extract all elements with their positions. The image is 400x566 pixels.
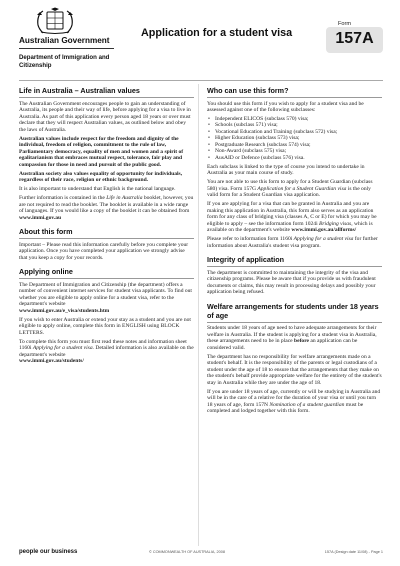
paragraph: It is also important to understand that English is the national language.	[19, 186, 176, 192]
government-name: Australian Government	[19, 36, 110, 45]
section-heading-who-can-use: Who can use this form?	[207, 86, 382, 98]
footer-brand: people our business	[19, 549, 78, 555]
paragraph-bold: Australian values include respect for the freedom and dignity of the individual, freedom of religion, commitment to the rule of law, Parliamentary democracy, equality of men and women and a spirit of egalitarianism that embraces mutual respect, tolerance, fair play and compassion for those in need and pursuit of the public good.	[19, 135, 184, 168]
paragraph: You are not able to use this form to apply for a Student Guardian (subclass 580) visa. Form 157G Application for a Student Guardian visa is the only valid form for a Student Guardian visa application.	[207, 179, 373, 198]
page-title: Application for a student visa	[141, 27, 293, 39]
list-item: • Postgraduate Research (subclass 574) visa;	[215, 142, 382, 149]
paragraph: The Department of Immigration and Citizenship (the department) offers a number of convenient internet services for student visa applicants. To find out whether you are eligible to apply online for a student visa, refer to the department's website www.immi.gov.au/e_visa/students.htm	[19, 281, 192, 314]
column-divider	[198, 84, 199, 546]
coat-of-arms-icon	[29, 7, 81, 35]
list-item: • Non-Award (subclass 575) visa;	[215, 148, 382, 155]
footer-copyright: © COMMONWEALTH OF AUSTRALIA, 2008	[149, 550, 225, 554]
form-number: 157A	[335, 30, 374, 47]
section-heading-australian-values: Life in Australia – Australian values	[19, 86, 194, 98]
paragraph-bold: Australian society also values equality of opportunity for individuals, regardless of their race, religion or ethnic background.	[19, 170, 183, 183]
paragraph: If you are applying for a visa that can be granted in Australia and you are making this application in Australia, this form also serves as an application form for any class of bridging visa (classes A, C or E) for which you may be eligible to apply – see the information form 1024i Bridging visas, which is available on the department's website www.immi.gov.au/allforms/	[207, 201, 377, 233]
paragraph: Further information is contained in the Life in Australia booklet, however, you are not required to read the booklet. The booklet is available in a wide range of languages. If you would like a copy of the booklet it can be obtained from www.immi.gov.au	[19, 195, 194, 221]
paragraph: Important – Please read this information carefully before you complete your application. Once you have completed your application we strongly advise that you keep a copy for your records.	[19, 241, 189, 261]
page-footer	[19, 549, 383, 559]
booklet-title: Life in Australia	[106, 195, 143, 201]
section-heading-about-form: About this form	[19, 227, 194, 239]
subclass-list	[207, 116, 382, 162]
allforms-link[interactable]: www.immi.gov.au/allforms/	[291, 227, 357, 233]
paragraph: The department has no responsibility for welfare arrangements made on a student's behalf. It is the responsibility of the parents or legal custodians of a student under the age of 18 to ensure that the arrangements that they make on the student's behalf provide appropriate welfare for the entirety of the student's stay in Australia while they are under the age of 18.	[207, 353, 382, 386]
paragraph: Please refer to information form 1160i Applying for a student visa for further information about Australia's student visa program.	[207, 236, 378, 249]
paragraph: You should use this form if you wish to apply for a student visa and be assessed against one of the following subclasses:	[207, 100, 364, 113]
section-heading-integrity: Integrity of application	[207, 255, 382, 267]
website-link[interactable]: www.immi.gov.au	[19, 214, 62, 221]
list-item: • Higher Education (subclass 573) visa;	[215, 135, 382, 142]
list-item: • Schools (subclass 571) visa;	[215, 122, 382, 129]
paragraph: To complete this form you must first read these notes and information sheet 1160i Applying for a student visa. Detailed information is also available on the department's website www.immi.gov.au/students/	[19, 338, 194, 364]
students-link[interactable]: www.immi.gov.au/students/	[19, 358, 84, 364]
form-label: Form	[338, 21, 352, 27]
department-name: Department of Immigration and Citizenship	[19, 54, 110, 69]
section-heading-applying-online: Applying online	[19, 267, 194, 279]
page-header	[0, 0, 400, 80]
header-divider	[19, 80, 383, 81]
list-item: • Vocational Education and Training (subclass 572) visa;	[215, 129, 382, 136]
list-item: • Independent ELICOS (subclass 570) visa;	[215, 116, 382, 123]
paragraph: If you are under 18 years of age, currently or will be studying in Australia and will be in the care of a relative for the duration of your visa or until you turn 18 years of age, form 157N Nomination of a student guardian must be completed and lodged together with this form.	[207, 388, 381, 414]
footer-form-code: 157A (Design date 11/08) - Page 1	[324, 550, 383, 554]
paragraph: If you wish to enter Australia or extend your stay as a student and you are not eligible to apply online, complete this form in ENGLISH using BLOCK LETTERS.	[19, 316, 191, 336]
evisa-link[interactable]: www.immi.gov.au/e_visa/students.htm	[19, 307, 110, 314]
list-item: • AusAID or Defence (subclass 576) visa.	[215, 155, 382, 162]
left-column	[19, 86, 194, 365]
paragraph: The Australian Government encourages people to gain an understanding of Australia, its people and their way of life, before applying for a visa to live in Australia. As part of this application every person aged 18 years or over must declare that they will respect Australian values, as outlined below and obey the laws of Australia.	[19, 100, 191, 133]
logo-divider	[19, 48, 114, 49]
paragraph: The department is committed to maintaining the integrity of the visa and citizenship programs. Please be aware that if you provide us with fraudulent documents or claims, this may result in processing delays and possibly your application being refused.	[207, 269, 376, 295]
paragraph: Each subclass is linked to the type of course you intend to undertake in Australia as your main course of study.	[207, 163, 365, 176]
section-heading-welfare: Welfare arrangements for students under 18 years of age	[207, 302, 382, 323]
right-column	[207, 86, 382, 415]
paragraph: Students under 18 years of age need to have adequate arrangements for their welfare in Australia. If the student is applying for a student visa in Australia, these arrangements need to be in place before an application can be considered valid.	[207, 325, 377, 351]
